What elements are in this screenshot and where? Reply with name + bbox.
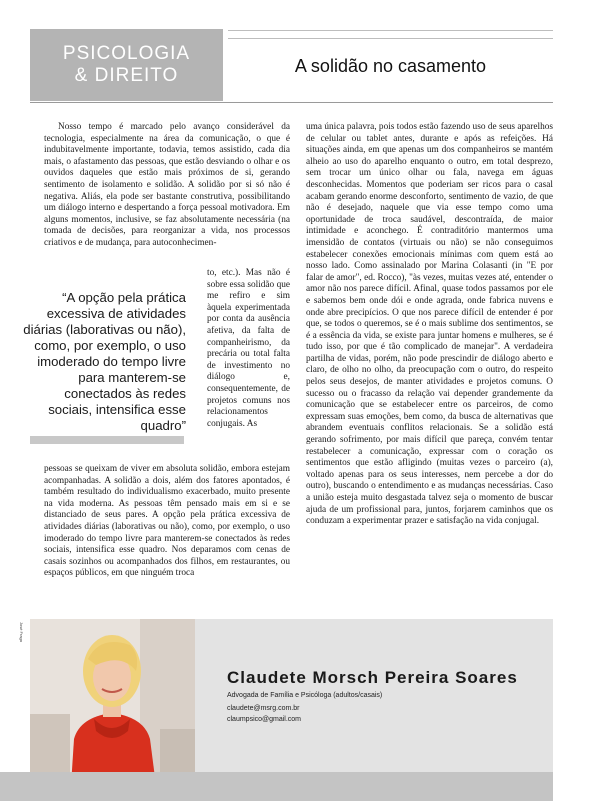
header-top-rule-2 <box>228 38 553 39</box>
author-email-1[interactable]: claudete@msrg.com.br <box>227 705 300 712</box>
article-column-narrow <box>207 268 290 430</box>
article-column-right <box>306 122 553 528</box>
article-paragraph-2: uma única palavra, pois todos estão fazendo uso de seus aparelhos de celular ou tablet antes, durante e após as refeições. Há situações ainda, em que apenas um dos companheiros se mantém alheio ao uso do aparelho enquanto o outro, em total desprezo, sem trocar um único olhar ou fala, navega em águas desconhecidas. Momentos que poderiam ser ricos para o casal acabam gerando enorme desconforto, sentimento de vazio, de que não é desejado, naquele que via esse tempo como uma oportunidade de troca saudável, descontraída, de maior intimidade e aconchego. É contraditório mantermos uma imensidão de contatos (virtuais ou não) se não conseguimos estabelecer conexões emocionais mínimas com quem está ao nosso lado. Como assinalado por Marina Colasanti (in "E por falar de amor", ed. Rocco), "às vezes, muitas vezes até, entender o amor não nos parece difícil. Afinal, quase todos passamos por ele e sabemos bem onde dói e onde agrada, onde fabrica nuvens e onde abre precipícios. O que nos parece difícil de entender é por que, se todos o queremos, se é o mais sublime dos sentimentos, se é a essência da vida, se existe para juntar homens e mulheres, se é tudo isso, por que é tão complicado de manejar". A verdadeira partilha de vidas, porém, não pode prescindir de diálogo aberto e claro, de olho no olho, da preocupação com o outro, do respeito pelos seus desejos, de manter atividades e projetos comuns. O sucesso ou o fracasso da relação vai depender grandemente da comunicação que se estabelecer entre os parceiros, de como expressam suas emoções, bem como, da busca de alternativas que abrandem eventuais conflitos relacionais. Se a solidão está gerando sofrimento, por mais difícil que pareça, convém tentar restabelecer a comunicação, expressar com o coração os sentimentos que estão afligindo (muitas vezes o parceiro (a), voltado apenas para os seus interesses, nem percebe a dor do outro), buscando o entendimento e as mudanças necessárias. Caso a união esteja muito desgastada talvez seja o momento de buscar ajuda de um profissional para, juntos, forjarem caminhos que os conduzam a experimentar prazer e satisfação na vida conjugal. <box>306 122 553 527</box>
article-paragraph-1: Nosso tempo é marcado pelo avanço considerável da tecnologia, especialmente na área da comunicação, o que é indubitavelmente importante, todavia, temos assistido, cada dia mais, o afastamento das pessoas, que estão desviando o olhar e os ouvidos daqueles que estão mais próximos de si, gerando sentimento de isolamento e solidão. A solidão por si só não é negativa. Aliás, ela pode ser bastante construtiva, possibilitando um diálogo interno e despertando a força pessoal motivadora. Em alguns momentos, inclusive, se faz absolutamente necessária (na tomada de decisões, para reorganizar a vida, nos processos criativos e de mudança, para autoconhecimen- <box>44 122 290 248</box>
article-column-left-top <box>44 122 290 250</box>
article-title: A solidão no casamento <box>294 56 487 76</box>
header-top-rule <box>228 30 553 31</box>
photo-credit: José Fraga <box>19 622 24 643</box>
footer-bar <box>0 772 553 801</box>
pull-quote: “A opção pela prática excessiva de atividades diárias (laborativas ou não), como, por exemplo, o uso imoderado do tempo livre para manterem-se conectados às redes sociais, intensifica esse quadro” <box>23 290 186 433</box>
author-name: Claudete Morsch Pereira Soares <box>227 668 518 687</box>
section-label-line1: PSICOLOGIA <box>62 43 191 64</box>
section-label-line2: & DIREITO <box>74 65 179 86</box>
author-email-2[interactable]: claumpsico@gmail.com <box>227 716 302 723</box>
article-column-left-bottom <box>44 464 290 580</box>
header-bottom-rule <box>30 102 553 103</box>
pull-quote-bar <box>30 436 184 444</box>
section-label-box <box>30 29 223 101</box>
article-paragraph-1c: pessoas se queixam de viver em absoluta solidão, embora estejam acompanhadas. A solidão a dois, além dos fatores apontados, é também resultado do individualismo exacerbado, muito presente na vida moderna. As pessoas têm pensado mais em si e se distanciado de seus pares. A opção pela prática excessiva de atividades diárias (laborativas ou não), como, por exemplo, o uso imoderado do tempo livre para manterem-se conectados às redes sociais, intensifica esse quadro. Nos deparamos com cenas de casais sozinhos ou acompanhados dos filhos, em restaurantes, ou espaços públicos, em que ninguém troca <box>44 464 290 579</box>
article-paragraph-1b: to, etc.). Mas não é sobre essa solidão que me refiro e sim àquela experimentada por conta da ausência afetiva, da falta de companheirismo, da precária ou total falta de investimento no diálogo e, consequentemente, de projetos comuns nos relacionamentos conjugais. As <box>207 268 290 429</box>
author-role: Advogada de Família e Psicóloga (adultos/casais) <box>227 692 383 699</box>
